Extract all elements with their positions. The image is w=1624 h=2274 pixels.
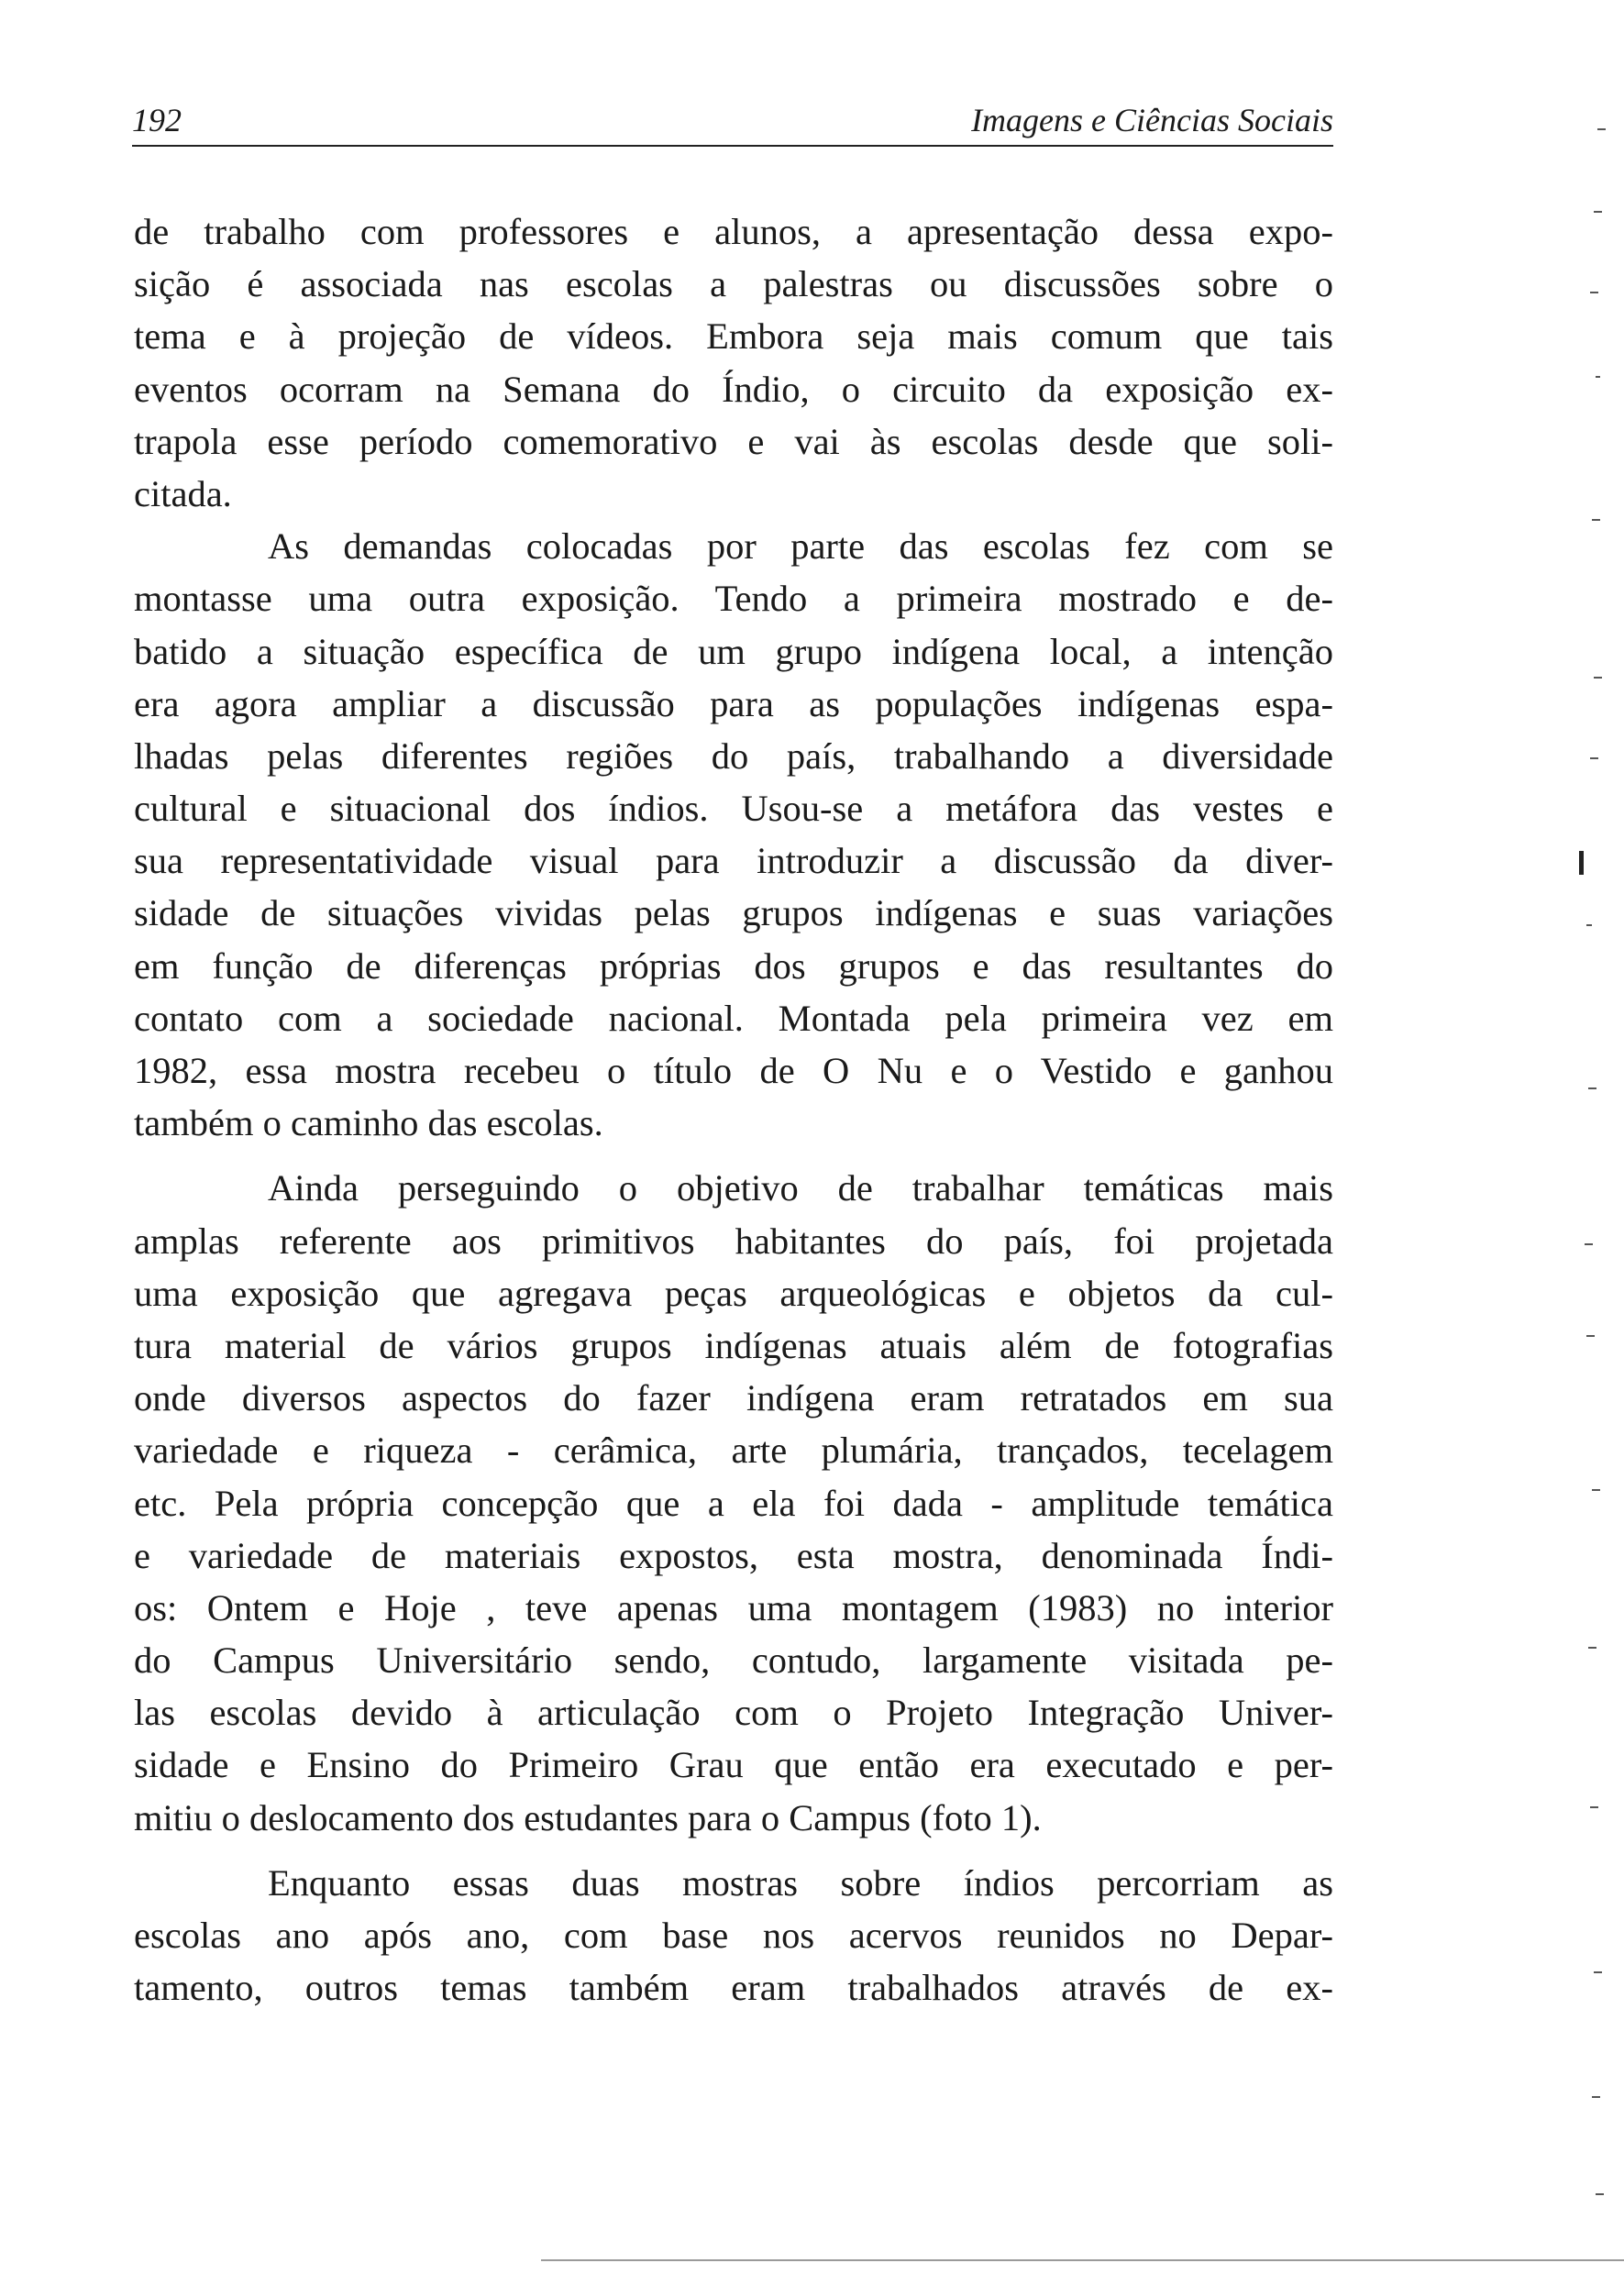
text-line: As demandas colocadas por parte das escolas fez com se bbox=[268, 525, 1333, 568]
text-line: sição é associada nas escolas a palestras ou discussões sobre o bbox=[134, 263, 1333, 305]
scan-speck bbox=[1592, 519, 1600, 521]
scan-speck bbox=[1588, 1647, 1596, 1649]
text-line: escolas ano após ano, com base nos acervos reunidos no Depar- bbox=[134, 1915, 1333, 1956]
text-line: Enquanto essas duas mostras sobre índios percorriam as bbox=[268, 1861, 1333, 1904]
scan-speck bbox=[1596, 2193, 1604, 2195]
scan-speck bbox=[1585, 1243, 1593, 1245]
text-line: de trabalho com professores e alunos, a apresentação dessa expo- bbox=[134, 211, 1333, 252]
text-line: era agora ampliar a discussão para as populações indígenas espa- bbox=[134, 682, 1333, 724]
text-line: em função de diferenças próprias dos grupos e das resultantes do bbox=[134, 944, 1333, 987]
running-header bbox=[132, 99, 1333, 147]
scan-speck bbox=[1594, 211, 1602, 213]
text-line: sidade e Ensino do Primeiro Grau que então era executado e per- bbox=[134, 1744, 1333, 1786]
scan-speck bbox=[1594, 1971, 1602, 1973]
text-line: variedade e riqueza - cerâmica, arte plumária, trançados, tecelagem bbox=[134, 1430, 1333, 1472]
text-line: tura material de vários grupos indígenas atuais além de fotografias bbox=[134, 1324, 1333, 1366]
text-line: sua representatividade visual para introduzir a discussão da diver- bbox=[134, 840, 1333, 882]
text-line: sidade de situações vividas pelas grupos indígenas e suas variações bbox=[134, 892, 1333, 934]
scan-speck bbox=[1596, 376, 1600, 378]
scan-speck bbox=[1597, 128, 1606, 130]
text-line: lhadas pelas diferentes regiões do país, trabalhando a diversidade bbox=[134, 734, 1333, 777]
scan-speck bbox=[1588, 1087, 1596, 1089]
text-line: tema e à projeção de vídeos. Embora seja mais comum que tais bbox=[134, 315, 1333, 358]
scan-speck bbox=[1592, 2096, 1600, 2098]
text-line: montasse uma outra exposição. Tendo a primeira mostrado e de- bbox=[134, 578, 1333, 620]
text-line: onde diversos aspectos do fazer indígena eram retratados em sua bbox=[134, 1377, 1333, 1419]
text-line: tamento, outros temas também eram trabalhados através de ex- bbox=[134, 1967, 1333, 2009]
scan-speck bbox=[1586, 1335, 1595, 1337]
scan-mark bbox=[1579, 851, 1584, 875]
text-line: trapola esse período comemorativo e vai às escolas desde que soli- bbox=[134, 420, 1333, 462]
text-line: também o caminho das escolas. bbox=[134, 1102, 603, 1144]
page-number: 192 bbox=[132, 102, 182, 138]
text-line: cultural e situacional dos índios. Usou-se a metáfora das vestes e bbox=[134, 788, 1333, 830]
text-line: uma exposição que agregava peças arqueológicas e objetos da cul- bbox=[134, 1272, 1333, 1314]
scan-speck bbox=[1586, 924, 1592, 926]
text-line: do Campus Universitário sendo, contudo, largamente visitada pe- bbox=[134, 1639, 1333, 1682]
text-line: os: Ontem e Hoje , teve apenas uma montagem (1983) no interior bbox=[134, 1586, 1333, 1628]
scan-speck bbox=[1592, 1489, 1600, 1491]
text-line: Ainda perseguindo o objetivo de trabalhar temáticas mais bbox=[268, 1167, 1333, 1209]
scan-speck bbox=[1590, 1806, 1598, 1808]
scan-speck bbox=[1594, 677, 1602, 679]
page-bottom-edge bbox=[541, 2259, 1624, 2261]
scan-speck bbox=[1590, 292, 1598, 293]
text-line: 1982, essa mostra recebeu o título de O Nu e o Vestido e ganhou bbox=[134, 1050, 1333, 1091]
text-line: mitiu o deslocamento dos estudantes para o Campus (foto 1). bbox=[134, 1796, 1042, 1838]
text-line: contato com a sociedade nacional. Montada pela primeira vez em bbox=[134, 997, 1333, 1039]
running-title: Imagens e Ciências Sociais bbox=[971, 102, 1333, 138]
text-line: amplas referente aos primitivos habitantes do país, foi projetada bbox=[134, 1220, 1333, 1262]
text-line: etc. Pela própria concepção que a ela foi dada - amplitude temática bbox=[134, 1482, 1333, 1524]
text-line: eventos ocorram na Semana do Índio, o circuito da exposição ex- bbox=[134, 368, 1333, 410]
text-line: e variedade de materiais expostos, esta mostra, denominada Índi- bbox=[134, 1534, 1333, 1576]
scan-speck bbox=[1590, 757, 1598, 759]
body-text bbox=[134, 205, 1333, 2014]
text-line: citada. bbox=[134, 472, 232, 514]
paragraph-gap bbox=[134, 1844, 1333, 1857]
paragraph-gap bbox=[134, 1149, 1333, 1162]
text-line: batido a situação específica de um grupo indígena local, a intenção bbox=[134, 630, 1333, 672]
text-line: las escolas devido à articulação com o Projeto Integração Univer- bbox=[134, 1692, 1333, 1734]
